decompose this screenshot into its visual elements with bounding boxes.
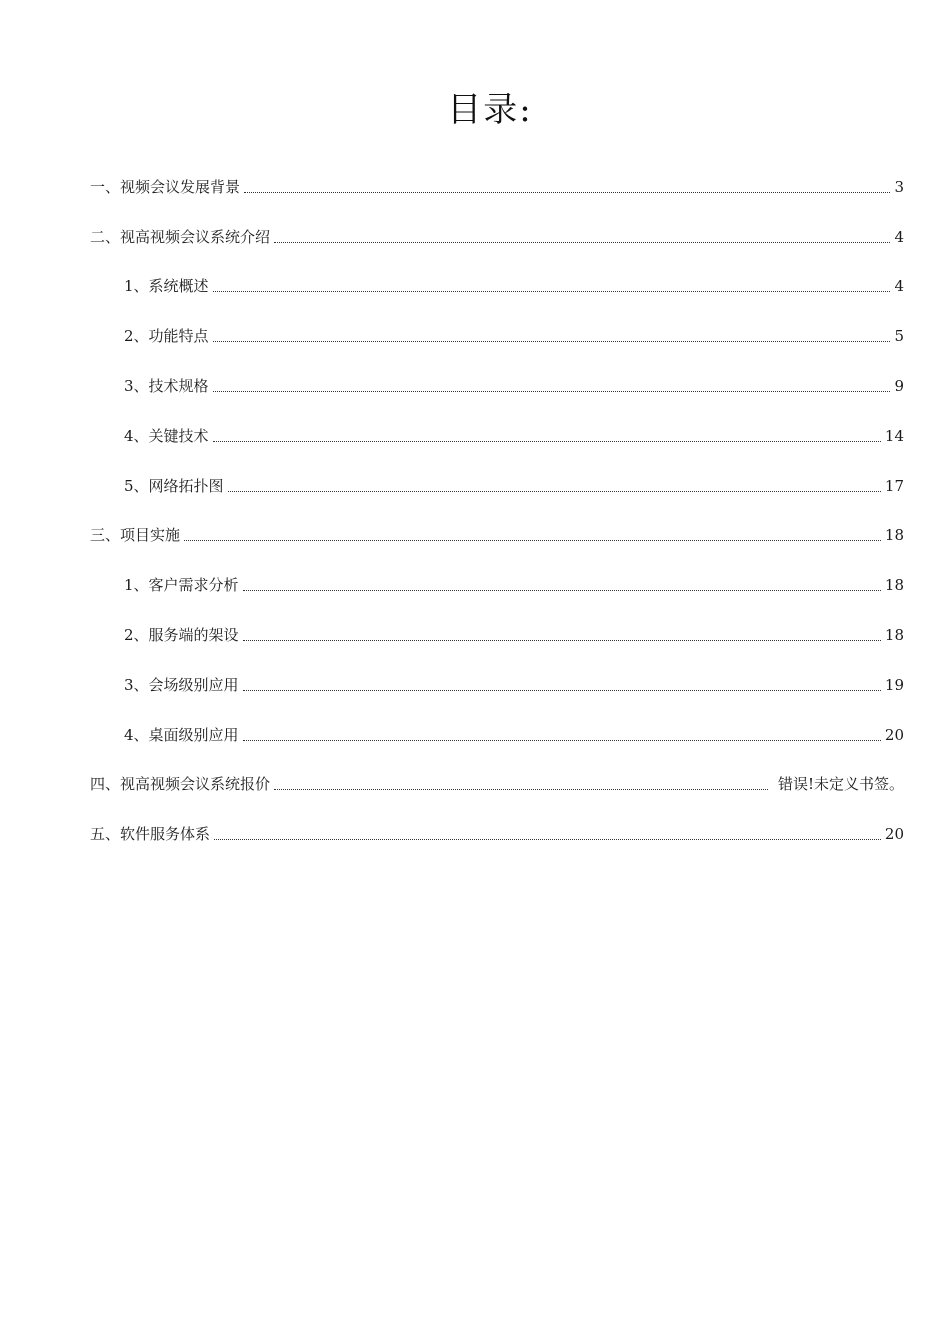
toc-entry-label: 五、软件服务体系	[90, 825, 211, 844]
toc-dot-leader	[228, 490, 881, 492]
toc-entry-page: 18	[884, 526, 904, 545]
toc-entry-requirements[interactable]	[90, 560, 904, 610]
toc-dot-leader	[274, 788, 768, 790]
toc-entry-label: 5、网络拓扑图	[124, 476, 224, 495]
toc-entry-implementation[interactable]	[90, 511, 904, 561]
toc-entry-desktop-application[interactable]	[90, 710, 904, 760]
toc-entry-label: 1、客户需求分析	[124, 576, 239, 595]
toc-entry-label: 二、视高视频会议系统介绍	[90, 227, 271, 246]
toc-entry-page: 5	[894, 327, 904, 346]
toc-dot-leader	[213, 390, 891, 392]
toc-entry-system-overview[interactable]	[90, 262, 904, 312]
toc-dot-leader	[274, 241, 890, 243]
toc-entry-label: 三、项目实施	[90, 526, 181, 545]
toc-dot-leader	[243, 639, 881, 641]
toc-dot-leader	[184, 539, 881, 541]
toc-entry-features[interactable]	[90, 311, 904, 361]
toc-entry-label: 4、桌面级别应用	[124, 725, 239, 744]
toc-entry-page: 19	[884, 675, 904, 694]
toc-entry-background[interactable]	[90, 162, 904, 212]
toc-entry-system-intro[interactable]	[90, 212, 904, 262]
toc-entry-label: 一、视频会议发展背景	[90, 177, 241, 196]
toc-entry-label: 1、系统概述	[124, 277, 209, 296]
toc-dot-leader	[243, 589, 881, 591]
toc-entry-tech-specs[interactable]	[90, 361, 904, 411]
toc-entry-page: 20	[884, 725, 904, 744]
toc-entry-key-tech[interactable]	[90, 411, 904, 461]
toc-entry-page: 3	[894, 177, 904, 196]
toc-dot-leader	[213, 340, 891, 342]
toc-dot-leader	[214, 838, 881, 840]
toc-entry-label: 3、会场级别应用	[124, 675, 239, 694]
toc-entry-label: 四、视高视频会议系统报价	[90, 775, 271, 794]
toc-entry-page: 14	[884, 426, 904, 445]
toc-entry-page: 17	[884, 476, 904, 495]
toc-entry-label: 4、关键技术	[124, 426, 209, 445]
toc-entry-page: 4	[894, 227, 904, 246]
toc-dot-leader	[244, 191, 890, 193]
toc-entry-label: 2、功能特点	[124, 327, 209, 346]
toc-entry-service-system[interactable]	[90, 809, 904, 859]
toc-entry-network-topology[interactable]	[90, 461, 904, 511]
toc-dot-leader	[243, 689, 881, 691]
toc-dot-leader	[213, 440, 881, 442]
toc-entry-page: 18	[884, 626, 904, 645]
toc-dot-leader	[243, 739, 881, 741]
toc-entry-page: 20	[884, 825, 904, 844]
toc-entry-pricing[interactable]	[90, 760, 904, 810]
toc-dot-leader	[213, 290, 891, 292]
toc-entry-label: 2、服务端的架设	[124, 626, 239, 645]
table-of-contents	[90, 162, 904, 859]
toc-entry-page-error: 错误!未定义书签。	[777, 775, 904, 794]
toc-entry-page: 4	[894, 277, 904, 296]
toc-entry-page: 9	[894, 377, 904, 396]
toc-entry-page: 18	[884, 576, 904, 595]
toc-entry-venue-application[interactable]	[90, 660, 904, 710]
toc-title: 目录:	[447, 90, 533, 130]
toc-entry-server-setup[interactable]	[90, 610, 904, 660]
toc-entry-label: 3、技术规格	[124, 377, 209, 396]
